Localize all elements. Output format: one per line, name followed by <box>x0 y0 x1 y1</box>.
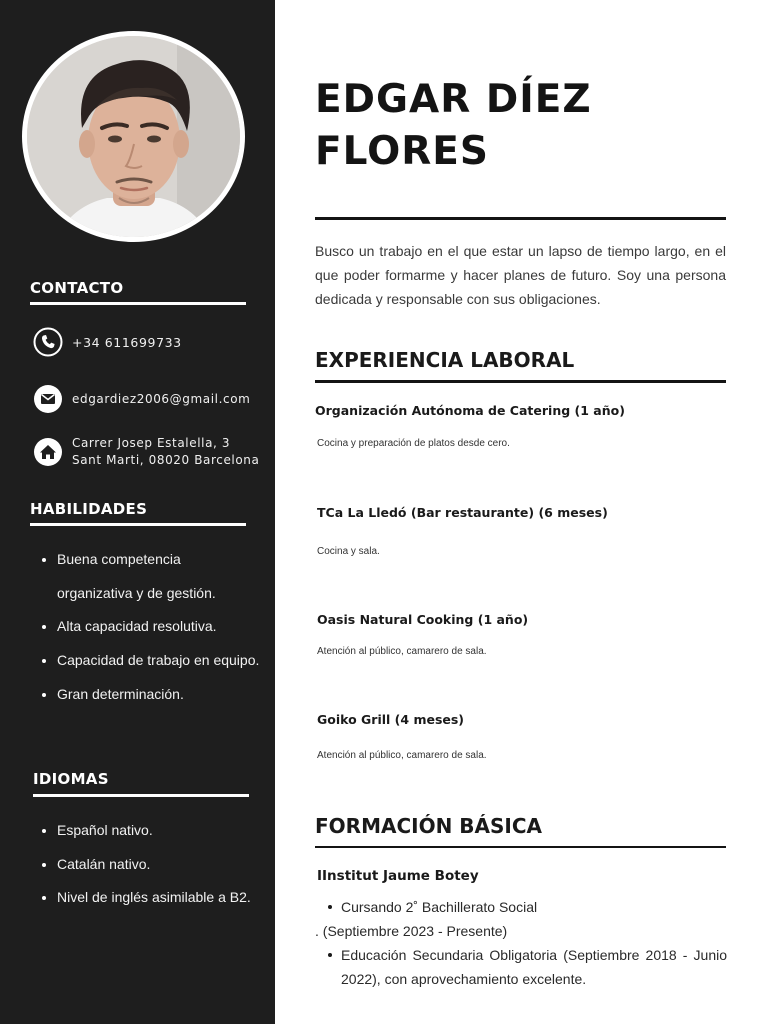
contact-heading: CONTACTO <box>30 279 124 297</box>
address-text <box>72 435 259 469</box>
page-title <box>315 74 592 178</box>
email-address: edgardiez2006@gmail.com <box>72 391 251 406</box>
skill-item: Gran determinación. <box>30 678 260 712</box>
address-line-1: Carrer Josep Estalella, 3 <box>72 436 231 450</box>
education-item: Cursando 2˚ Bachillerato Social <box>315 895 727 919</box>
languages-list <box>30 814 260 915</box>
skills-list <box>30 543 260 712</box>
job-title: Goiko Grill (4 meses) <box>317 712 465 727</box>
job-title: Organización Autónoma de Catering (1 año) <box>315 403 625 418</box>
profile-photo <box>22 31 245 242</box>
home-icon <box>33 437 63 467</box>
languages-heading: IDIOMAS <box>33 770 109 788</box>
skill-item: Capacidad de trabajo en equipo. <box>30 644 260 678</box>
experience-heading: EXPERIENCIA LABORAL <box>315 348 575 372</box>
education-item-continuation: . (Septiembre 2023 - Presente) <box>315 923 508 939</box>
education-heading: FORMACIÓN BÁSICA <box>315 814 542 838</box>
skills-divider <box>30 523 246 526</box>
contact-divider <box>30 302 246 305</box>
job-description: Cocina y sala. <box>317 546 380 557</box>
job-title: Oasis Natural Cooking (1 año) <box>317 612 529 627</box>
profile-summary: Busco un trabajo en el que estar un lapso de tiempo largo, en el que poder formarme y hacer planes de futuro. Soy una persona dedicada y responsable con sus obligaciones. <box>315 243 726 307</box>
contact-phone <box>33 327 182 357</box>
portrait-image <box>27 36 240 237</box>
contact-address <box>33 435 259 469</box>
name-line-2: FLORES <box>315 129 490 174</box>
contact-email <box>33 384 250 414</box>
education-list <box>315 895 727 991</box>
skill-item: Buena competencia organizativa y de gestión. <box>30 543 260 610</box>
job-description: Atención al público, camarero de sala. <box>317 646 487 657</box>
experience-divider <box>315 380 726 383</box>
language-item: Español nativo. <box>30 814 260 848</box>
title-divider <box>315 217 726 220</box>
name-line-1: EDGAR DÍEZ <box>315 77 592 122</box>
phone-number: +34 611699733 <box>72 334 182 350</box>
language-item: Nivel de inglés asimilable a B2. <box>30 881 260 915</box>
school-name: IInstitut Jaume Botey <box>317 868 479 884</box>
address-line-2: Sant Marti, 08020 Barcelona <box>72 453 260 467</box>
job-title: TCa La Lledó (Bar restaurante) (6 meses) <box>317 505 608 520</box>
job-description: Cocina y preparación de platos desde cero. <box>317 438 510 449</box>
sidebar <box>0 0 275 1024</box>
education-divider <box>315 846 726 848</box>
job-description: Atención al público, camarero de sala. <box>317 750 487 761</box>
email-icon <box>33 384 63 414</box>
language-item: Catalán nativo. <box>30 848 260 882</box>
skill-item: Alta capacidad resolutiva. <box>30 610 260 644</box>
skills-heading: HABILIDADES <box>30 500 148 518</box>
phone-icon <box>33 327 63 357</box>
languages-divider <box>33 794 249 797</box>
education-item: Educación Secundaria Obligatoria (Septiembre 2018 - Junio 2022), con aprovechamiento excelente. <box>315 943 727 991</box>
